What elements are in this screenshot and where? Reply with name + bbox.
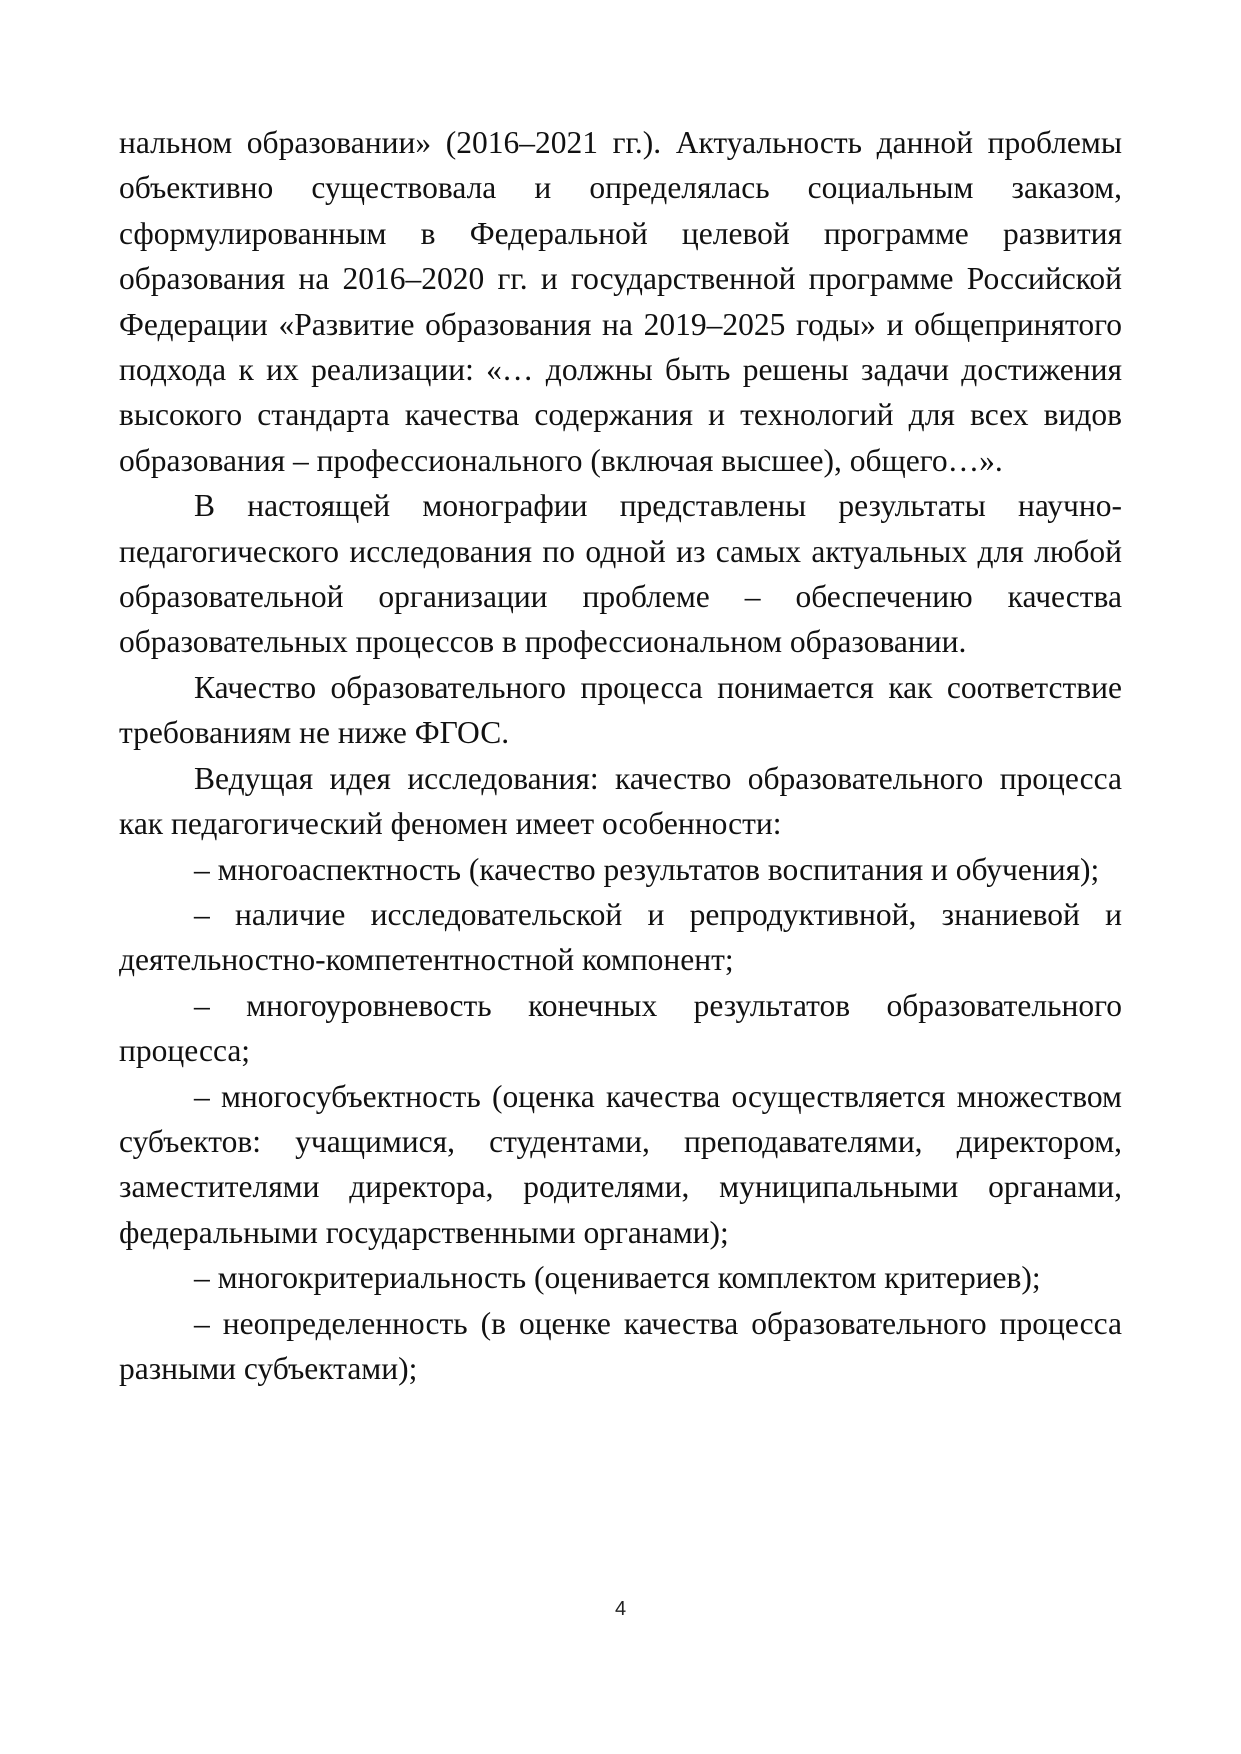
paragraph-leading-idea: Ведущая идея исследования: качество образовательного процесса как педагогический феномен имеет особенности: [119,760,1122,842]
paragraph-quality-definition: Качество образовательного процесса понимается как соответствие требованиям не ниже ФГОС. [119,669,1122,751]
list-item-multisubject: – многосубъектность (оценка качества осуществляется множеством субъектов: учащимися, студентами, преподавателями, директором, заместителями директора, родителями, муниципальными органами, федеральными государственными органами); [119,1078,1122,1250]
list-item-multiaspect: – многоаспектность (качество результатов воспитания и обучения); [194,851,1100,887]
paragraph-continuation: нальном образовании» (2016–2021 гг.). Актуальность данной проблемы объективно существовала и определялась социальным заказом, сформулированным в Федеральной целевой программе развития образования на 2016–2020 гг. и государственной программе Российской Федерации «Развитие образования на 2019–2025 годы» и общепринятого подхода к их реализации: «… должны быть решены задачи достижения высокого стандарта качества содержания и технологий для всех видов образования – профессионального (включая высшее), общего…». [119,125,1122,478]
list-item-uncertainty: – неопределенность (в оценке качества образовательного процесса разными субъектами); [119,1305,1122,1386]
list-item-multilevel: – многоуровневость конечных результатов образовательного процесса; [119,987,1122,1069]
page-number: 4 [614,1598,627,1620]
body-text [119,120,1122,1391]
list-item-multicriteria: – многокритериальность (оценивается комплектом критериев); [194,1260,1041,1296]
list-item-components: – наличие исследовательской и репродуктивной, знаниевой и деятельностно-компетентностной компонент; [119,896,1122,978]
paragraph-monograph-intro: В настоящей монографии представлены результаты научно-педагогического исследования по одной из самых актуальных для любой образовательной организации проблеме – обеспечению качества образовательных процессов в профессиональном образовании. [119,488,1122,660]
